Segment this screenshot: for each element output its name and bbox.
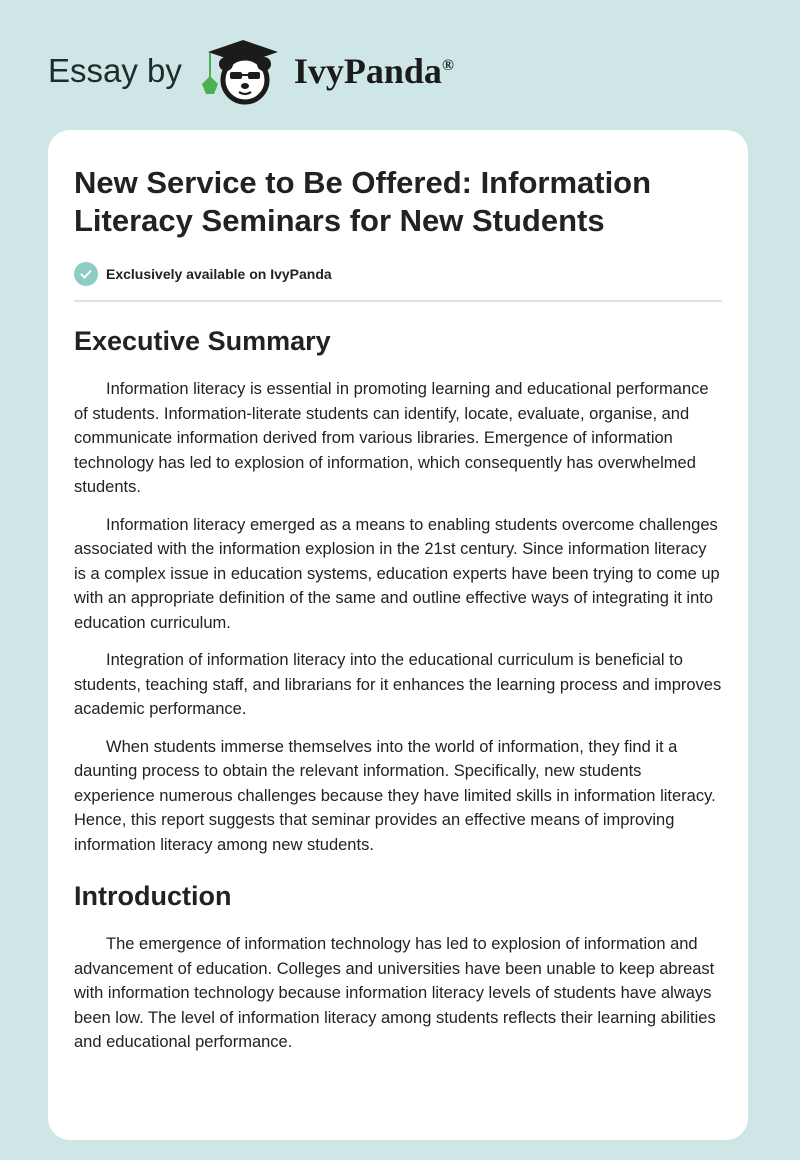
ivypanda-logo-icon[interactable] (198, 36, 288, 106)
section-heading: Executive Summary (74, 326, 331, 356)
registered-mark: ® (441, 57, 454, 74)
brand-name[interactable] (294, 50, 454, 92)
paragraph: Information literacy is essential in promoting learning and educational performance of students. Information-literate students can identify, locate, evaluate, organise, and communicate information derived from various libraries. Emergence of information technology has led to explosion of information, which consequently has overwhelmed students. (74, 380, 709, 496)
brand-text: IvyPanda (293, 51, 442, 91)
essay-by-label: Essay by (48, 52, 182, 89)
badge-text: Exclusively available on IvyPanda (106, 266, 332, 282)
paragraph: Integration of information literacy into the educational curriculum is beneficial to students, teaching staff, and librarians for it enhances the learning process and improves academic performance. (74, 651, 722, 718)
divider (74, 300, 722, 302)
paragraph: Information literacy emerged as a means to enabling students overcome challenges associated with the information explosion in the 21st century. Since information literacy is a complex issue in education systems, education experts have been trying to come up with an appropriate definition of the same and outline effective ways of integrating it into education curriculum. (74, 515, 720, 632)
essay-card (48, 130, 748, 1140)
paragraph: When students immerse themselves into the world of information, they find it a daunting process to obtain the relevant information. Specifically, new students experience numerous challenges because they have limited skills in information literacy. Hence, this report suggests that seminar provides an effective means of improving information literacy among new students. (74, 737, 716, 854)
paragraph: The emergence of information technology has led to explosion of information and advancement of education. Colleges and universities have been unable to keep abreast with information technology because information literacy levels of students have always been low. The level of information literacy among students reflects their learning abilities and educational performance. (74, 935, 716, 1051)
page-title: New Service to Be Offered: Information Literacy Seminars for New Students (74, 165, 652, 238)
site-header (48, 36, 454, 106)
exclusive-badge (74, 262, 722, 286)
section-heading: Introduction (74, 881, 232, 911)
check-icon (74, 262, 98, 286)
